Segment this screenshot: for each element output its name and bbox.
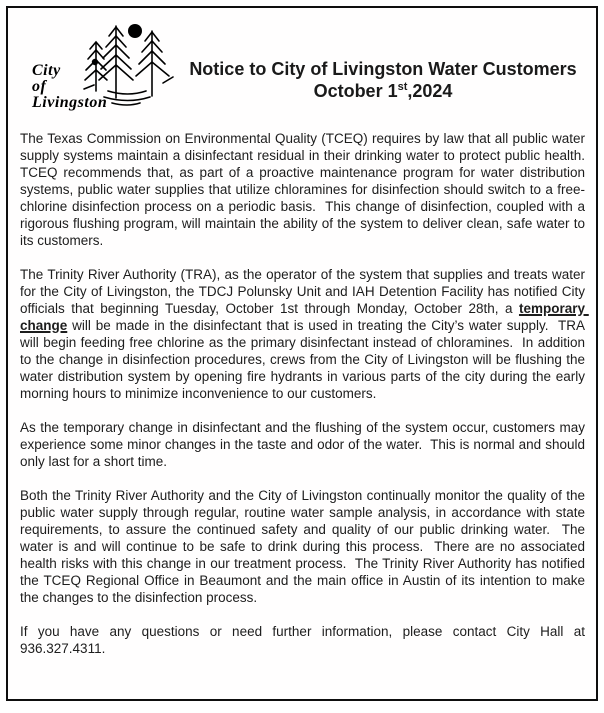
title-block [176, 58, 590, 102]
paragraph-taste-odor: As the temporary change in disinfectant and the flushing of the system occur, customers may experience some minor changes in the taste and odor of the water. This is normal and should only last for a short time. [20, 420, 589, 469]
temporary-change-emphasis: temporary change [20, 301, 589, 333]
notice-header [8, 8, 596, 128]
logo-word-city: City [32, 62, 61, 79]
tra-text-before: The Trinity River Authority (TRA), as the operator of the system that supplies and treats water for the City of Livingston, the TDCJ Polunsky Unit and IAH Detention Facility has notified City officials that beginning Tuesday, October 1st through Monday, October 28th, a [20, 267, 589, 316]
date-suffix: ,2024 [407, 81, 453, 101]
paragraph-monitoring: Both the Trinity River Authority and the City of Livingston continually monitor the quality of the public water supply through regular, routine water sample analysis, in accordance with state requirements, to assure the continued safety and quality of our public drinking water. The water is and will continue to be safe to drink during this process. There are no associated health risks with this change in our treatment process. The Trinity River Authority has notified the TCEQ Regional Office in Beaumont and the main office in Austin of its intention to make the changes to the disinfection process. [20, 488, 589, 605]
notice-page [6, 6, 598, 701]
paragraph-tceq-requirement: The Texas Commission on Environmental Quality (TCEQ) requires by law that all public water supply systems maintain a disinfectant residual in their drinking water to protect public health. TCEQ recommends that, as part of a proactive maintenance program for water distribution systems, public water supplies that utilize chloramines for disinfection should switch to a free-chlorine disinfection process on a periodic basis. This change of disinfection, coupled with a rigorous flushing program, will maintain the ability of the system to deliver clean, safe water to its customers. [20, 131, 593, 248]
logo-wordmark [32, 63, 107, 111]
date-prefix: October 1 [313, 81, 398, 101]
logo-word-livingston: Livingston [32, 94, 108, 111]
paragraph-contact: If you have any questions or need further information, please contact City Hall at 936.327.4311. [20, 624, 589, 656]
notice-body [8, 128, 596, 657]
date-ordinal: st [397, 81, 408, 93]
notice-title: Notice to City of Livingston Water Customers [189, 59, 577, 79]
paragraph-tra-change [20, 266, 589, 402]
sun-dot-icon [128, 24, 142, 38]
notice-date [176, 80, 590, 102]
tra-text-after: will be made in the disinfectant that is used in treating the City’s water supply. TRA will begin feeding free chlorine as the primary disinfectant instead of chloramines. In addition to the change in disinfection procedures, crews from the City of Livingston will be flushing the water distribution system by opening fire hydrants in various parts of the city during the early morning hours to minimize inconvenience to our customers. [20, 318, 589, 401]
logo-word-of: of [32, 78, 47, 95]
